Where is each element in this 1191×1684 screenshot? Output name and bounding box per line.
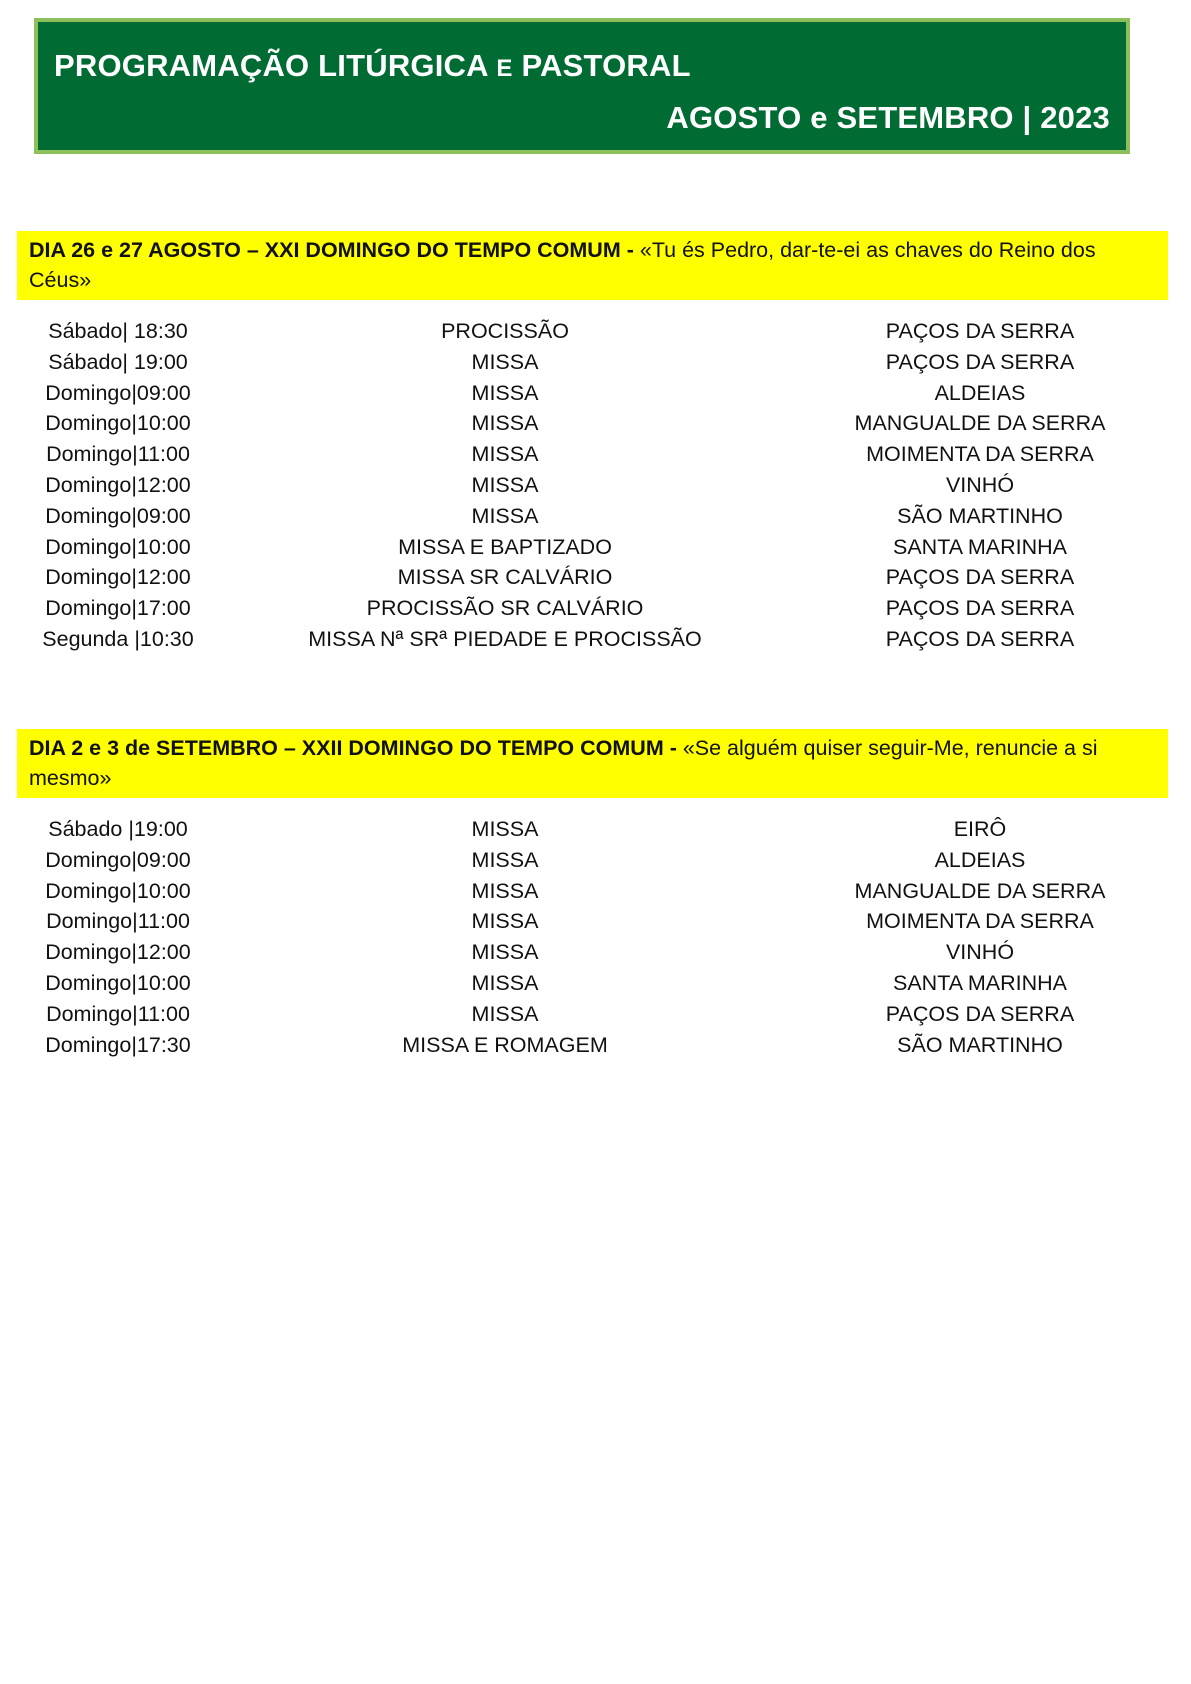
- place: SANTA MARINHA: [892, 970, 1067, 995]
- day-time: Domingo|10:00: [45, 970, 191, 995]
- event: MISSA E BAPTIZADO: [398, 534, 612, 559]
- place: MANGUALDE DA SERRA: [854, 878, 1106, 903]
- schedule-row: [0, 562, 1191, 593]
- day-time: Domingo|09:00: [45, 847, 191, 872]
- schedule-row: [0, 408, 1191, 439]
- event: MISSA E ROMAGEM: [402, 1032, 608, 1057]
- event: MISSA: [471, 442, 539, 467]
- schedule-row: [0, 999, 1191, 1030]
- schedule-row: [0, 624, 1191, 655]
- title-part1: PROGRAMAÇÃO LITÚRGICA: [54, 48, 488, 83]
- day-time: Domingo|17:00: [45, 596, 191, 621]
- event: MISSA: [471, 878, 539, 903]
- schedule-row: [0, 532, 1191, 563]
- day-time: Domingo|11:00: [46, 442, 190, 467]
- schedule-row: [0, 845, 1191, 876]
- place: PAÇOS DA SERRA: [885, 565, 1075, 590]
- event: MISSA: [471, 380, 539, 405]
- place: PAÇOS DA SERRA: [885, 596, 1075, 621]
- place: SANTA MARINHA: [892, 534, 1067, 559]
- schedule-row: [0, 378, 1191, 409]
- day-time: Domingo|10:00: [45, 878, 191, 903]
- schedule-table-2: [0, 814, 1191, 1060]
- place: PAÇOS DA SERRA: [885, 626, 1075, 651]
- place: MANGUALDE DA SERRA: [854, 411, 1106, 436]
- place: SÃO MARTINHO: [897, 1032, 1063, 1057]
- place: VINHÓ: [945, 472, 1015, 497]
- schedule-row: [0, 1030, 1191, 1061]
- day-time: Segunda |10:30: [42, 626, 194, 651]
- place: EIRÔ: [953, 817, 1007, 841]
- day-time: Domingo|12:00: [45, 565, 191, 590]
- event: MISSA: [471, 411, 539, 436]
- place: PAÇOS DA SERRA: [885, 319, 1075, 343]
- schedule-row: [0, 937, 1191, 968]
- event: MISSA: [471, 847, 539, 872]
- day-time: Sábado| 18:30: [48, 319, 188, 343]
- day-time: Sábado| 19:00: [48, 349, 188, 374]
- document-subtitle: AGOSTO e SETEMBRO | 2023: [666, 100, 1110, 135]
- event: MISSA: [471, 817, 539, 841]
- schedule-row: [0, 470, 1191, 501]
- section-title-2: [17, 729, 1168, 798]
- event: MISSA: [471, 472, 539, 497]
- section-title-1: [17, 231, 1168, 300]
- title-part2: PASTORAL: [521, 48, 691, 83]
- schedule-row: [0, 968, 1191, 999]
- title-connector: E: [496, 55, 513, 82]
- place: SÃO MARTINHO: [897, 503, 1063, 528]
- event: MISSA Nª SRª PIEDADE E PROCISSÃO: [308, 626, 702, 651]
- day-time: Domingo|17:30: [45, 1032, 191, 1057]
- day-time: Domingo|11:00: [46, 1001, 190, 1026]
- header-banner: [34, 18, 1130, 154]
- section-quote: «Tu és Pedro, dar-te-ei as chaves do Reino dos Céus»: [29, 238, 1096, 292]
- event: MISSA: [471, 1001, 539, 1026]
- schedule-row: [0, 906, 1191, 937]
- section-heading: DIA 26 e 27 AGOSTO – XXI DOMINGO DO TEMPO COMUM -: [29, 238, 634, 262]
- event: PROCISSÃO: [441, 319, 569, 343]
- place: ALDEIAS: [934, 380, 1026, 405]
- place: VINHÓ: [945, 940, 1015, 965]
- place: ALDEIAS: [934, 847, 1026, 872]
- schedule-table-1: [0, 316, 1191, 655]
- place: PAÇOS DA SERRA: [885, 349, 1075, 374]
- place: PAÇOS DA SERRA: [885, 1001, 1075, 1026]
- document-title: [54, 48, 691, 84]
- schedule-row: [0, 501, 1191, 532]
- schedule-row: [0, 316, 1191, 347]
- event: PROCISSÃO SR CALVÁRIO: [366, 596, 644, 621]
- schedule-row: [0, 347, 1191, 378]
- section-heading: DIA 2 e 3 de SETEMBRO – XXII DOMINGO DO TEMPO COMUM -: [29, 736, 677, 760]
- place: MOIMENTA DA SERRA: [866, 442, 1094, 467]
- day-time: Domingo|10:00: [45, 534, 191, 559]
- schedule-row: [0, 814, 1191, 845]
- event: MISSA: [471, 970, 539, 995]
- section-quote: «Se alguém quiser seguir-Me, renuncie a si mesmo»: [29, 736, 1098, 790]
- schedule-row: [0, 439, 1191, 470]
- day-time: Sábado |19:00: [48, 817, 188, 841]
- event: MISSA: [471, 909, 539, 934]
- event: MISSA: [471, 940, 539, 965]
- event: MISSA: [471, 349, 539, 374]
- event: MISSA SR CALVÁRIO: [397, 565, 613, 590]
- day-time: Domingo|12:00: [45, 940, 191, 965]
- day-time: Domingo|09:00: [45, 380, 191, 405]
- schedule-row: [0, 876, 1191, 907]
- event: MISSA: [471, 503, 539, 528]
- day-time: Domingo|12:00: [45, 472, 191, 497]
- day-time: Domingo|11:00: [46, 909, 190, 934]
- day-time: Domingo|10:00: [45, 411, 191, 436]
- schedule-row: [0, 593, 1191, 624]
- day-time: Domingo|09:00: [45, 503, 191, 528]
- place: MOIMENTA DA SERRA: [866, 909, 1094, 934]
